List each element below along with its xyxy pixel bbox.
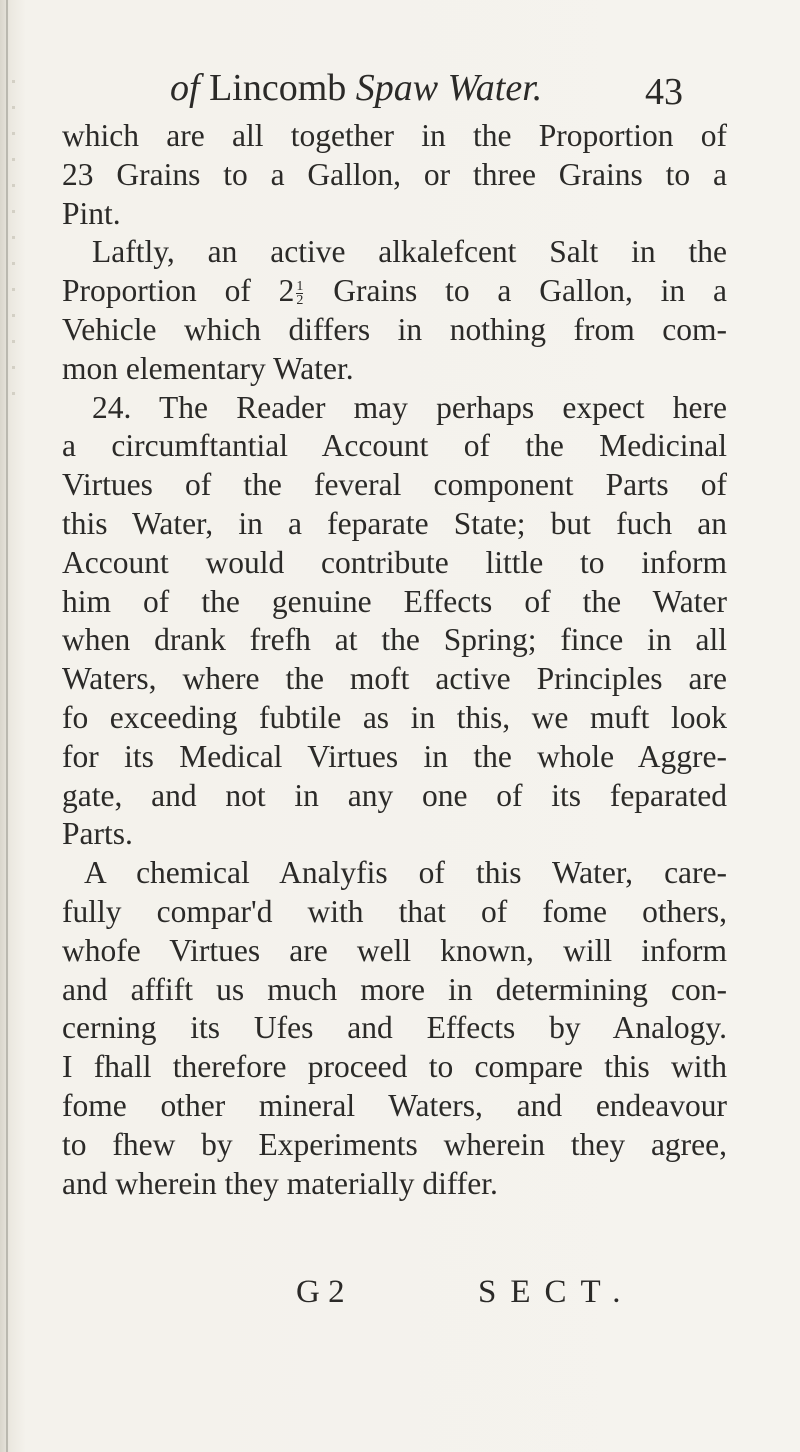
text-line: this Water, in a feparate State; but fuch an xyxy=(62,505,727,541)
text-line: fo exceeding fubtile as in this, we muft look xyxy=(62,699,727,735)
text-line: cerning its Ufes and Effects by Analogy. xyxy=(62,1010,727,1046)
running-head xyxy=(170,62,640,114)
text-line-with-fraction xyxy=(62,272,727,311)
text-segment: Grains to a Gallon, in a xyxy=(333,273,727,309)
catchword: SECT. xyxy=(478,1274,635,1310)
text-line: Laftly, an active alkalefcent Salt in the xyxy=(92,234,727,270)
text-line: gate, and not in any one of its feparated xyxy=(62,777,727,813)
running-head-italic: Spaw Water. xyxy=(355,67,543,109)
text-line: whofe Virtues are well known, will inform xyxy=(62,932,727,968)
text-line: Account would contribute little to inform xyxy=(62,544,727,580)
text-line: Waters, where the moft active Principles are xyxy=(62,661,727,697)
text-line: a circumftantial Account of the Medicinal xyxy=(62,428,727,464)
text-line: A chemical Analyfis of this Water, care- xyxy=(84,855,727,891)
text-line: fully compar'd with that of fome others, xyxy=(62,893,727,929)
fraction-numerator: 1 xyxy=(296,279,304,295)
text-line: to fhew by Experiments wherein they agree, xyxy=(62,1126,727,1162)
text-line: and affift us much more in determining con- xyxy=(62,971,727,1007)
text-line: Virtues of the feveral component Parts of xyxy=(62,467,727,503)
binding-edge xyxy=(6,0,8,1452)
fraction xyxy=(296,280,303,307)
text-line: fome other mineral Waters, and endeavour xyxy=(62,1087,727,1123)
text-line: Vehicle which differs in nothing from com- xyxy=(62,311,727,347)
fraction-denominator: 2 xyxy=(296,293,304,309)
text-segment: Proportion of 2 xyxy=(62,273,295,309)
body-text xyxy=(62,117,727,1203)
text-line: and wherein they materially differ. xyxy=(62,1165,498,1201)
text-line: I fhall therefore proceed to compare this with xyxy=(62,1049,727,1085)
text-line: 24. The Reader may perhaps expect here xyxy=(92,389,727,425)
text-line: Parts. xyxy=(62,816,133,852)
running-head-name: Lincomb xyxy=(209,67,347,109)
page-number: 43 xyxy=(645,71,683,113)
text-line: for its Medical Virtues in the whole Aggre- xyxy=(62,738,727,774)
text-line: which are all together in the Proportion of xyxy=(62,118,727,153)
text-line: mon elementary Water. xyxy=(62,350,354,386)
running-head-of: of xyxy=(170,67,200,109)
binding-shadow xyxy=(12,80,15,410)
signature-mark: G 2 xyxy=(296,1274,345,1310)
text-line: him of the genuine Effects of the Water xyxy=(62,583,727,619)
text-line: when drank frefh at the Spring; fince in all xyxy=(62,622,727,658)
text-line: 23 Grains to a Gallon, or three Grains to a xyxy=(62,156,727,192)
text-line: Pint. xyxy=(62,195,121,231)
